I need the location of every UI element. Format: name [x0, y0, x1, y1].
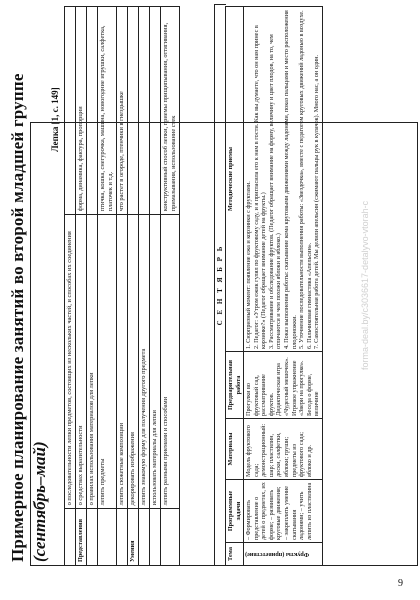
materials-cell: Модель фруктового сада; демонстрационный: шар; пластилин, доски, салфетки, яблоки; груши; предметы из фруктового сада; яблоко и др.	[244, 419, 323, 480]
goal-item: использовать материалы для лепки	[150, 215, 161, 509]
goal-detail	[150, 7, 161, 215]
goal-detail: форма, динамика, фактура, пропорции	[76, 7, 87, 215]
row-label	[150, 509, 161, 566]
section-label: Лепка [1, с. 149]	[50, 87, 60, 152]
tema-cell	[244, 543, 323, 566]
goal-detail: конструктивный способ лепки, приемы прищипывания, оттягивания, примазывания, использование стек	[161, 7, 180, 215]
row-label	[161, 509, 180, 566]
row-label	[65, 509, 76, 566]
row-label	[139, 509, 150, 566]
goal-item: лепить разными приемами и способами	[161, 215, 180, 509]
page-number: 9	[398, 578, 403, 589]
table-row	[76, 7, 87, 566]
goal-item: о последовательности лепки предметов, состоящих из нескольких частей, и способах их соединения	[65, 215, 76, 509]
row-label	[98, 509, 117, 566]
goal-detail	[65, 7, 76, 215]
goal-detail	[128, 7, 139, 215]
tasks-cell: – Формировать представление о детей о предметах, их форме; – развивать круговые движения; – закреплять умение скатывания ладонями; – учить лепить из пластилина	[244, 480, 323, 543]
prework-cell: Прогулки во фруктовый сад, рассматривание фруктов. Дидактическая игра «Чудесный мешочек». Игровое упражнение «Звери на прогулке». Беседа о форме, величине	[244, 352, 323, 419]
table-row	[117, 7, 128, 566]
methods-cell: 1. Сюрпризный момент: появление ежа и корзинки с фруктами. 2. Педагог: «Утром ежик гулял по фруктовому саду, и я пригласила его к нам в гости. Как вы думаете, что он нам принес в корзинке?» (Педагог обращает внимание детей на фрукты.) 3. Рассматривание и обследование фруктов. (Педагог обращает внимание на форму, величину и цвет плодов, на то, чем отличаются и чем похожи яблоки и яблоко.) 4. Показ выполнения работы: скатывание кома круговыми движениями между ладонями, показ пальцами и место расположения плодоножки. 5. Уточнение последовательности выполнения работы: «Звездочка», вместе с педагогом круговых движений ладонью в воздухе. 6. Пальчиковая гимнастика «Апельсин». 7. Самостоятельная работа детей. Мы делили апельсин (сжимают пальцы рук в кулачок). Много нас, а он один.	[244, 7, 323, 352]
row-label	[87, 509, 98, 566]
page-title: Примерное планирование занятий во второй младшей группе	[8, 73, 27, 562]
plan-table	[225, 6, 323, 566]
month-heading: С Е Н Т Я Б Р Ь	[214, 4, 226, 566]
table-row	[150, 7, 161, 566]
header-methods: Методические приемы	[226, 7, 244, 352]
goal-detail	[139, 7, 150, 215]
table-row	[128, 7, 139, 566]
header-tema: Тема	[226, 543, 244, 566]
table-row	[139, 7, 150, 566]
watermark-text: forma-deal.by/c3036617-detalyvo-vtorah-c	[360, 200, 370, 370]
table-row	[244, 7, 323, 566]
header-materials: Материалы	[226, 419, 244, 480]
goal-item: о средствах выразительности	[76, 215, 87, 509]
goals-table	[64, 6, 180, 566]
goal-detail	[87, 7, 98, 215]
row-label	[117, 509, 128, 566]
header-prework: Предварительная работа	[226, 352, 244, 419]
goal-detail: что растет в огороде, птенчики в гнездышке	[117, 7, 128, 215]
header-tasks: Программные задачи	[226, 480, 244, 543]
page-subtitle: (сентябрь–май)	[30, 441, 49, 562]
table-row	[161, 7, 180, 566]
goal-item: лепить сюжетные композиции	[117, 215, 128, 509]
row-label: Представления	[76, 509, 87, 566]
tema-text: Фрукты (приветствие)	[245, 550, 310, 558]
table-row	[65, 7, 76, 566]
goal-item: декорировать изображения	[128, 215, 139, 509]
goal-item: лепить предметы	[98, 215, 117, 509]
row-label: Умения	[128, 509, 139, 566]
goal-item: лепить знакомую форму для получения другого предмета	[139, 215, 150, 509]
goal-detail: птичка, кошка, снегурочка, машина, новогодние игрушки, салфетка, платочек и т.д.	[98, 7, 117, 215]
table-row	[98, 7, 117, 566]
table-row	[87, 7, 98, 566]
goal-item: о правилах использования материалов для лепки	[87, 215, 98, 509]
